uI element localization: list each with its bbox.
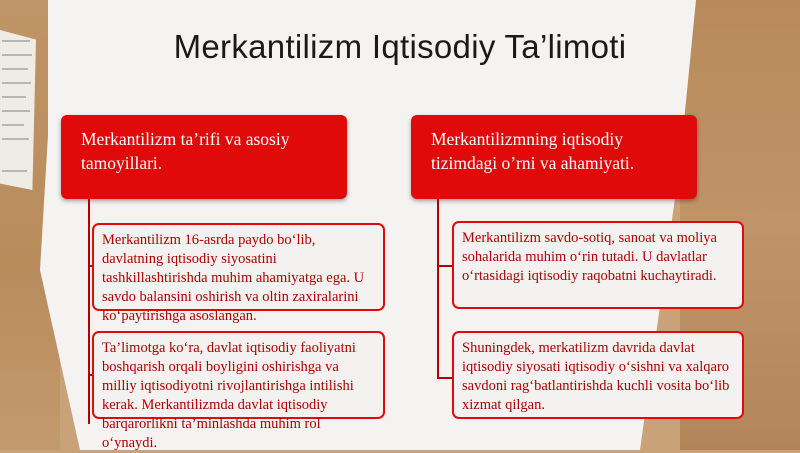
right-connector-tick-1 <box>437 265 453 267</box>
left-card-2-text: Ta’limotga ko‘ra, davlat iqtisodiy faoliyatni boshqarish orqali boyligini oshirishga va milliy iqtisodiyotni rivojlantirishga intilishi kerak. Merkantilizmda davlat iqtisodiy barqarorlikni ta’minlashda muhim rol o‘ynaydi. <box>102 340 356 451</box>
right-heading-text: Merkantilizmning iqtisodiy tizimdagi o’rni va ahamiyati. <box>431 129 635 173</box>
right-connector-tick-2 <box>437 377 453 379</box>
left-connector-line <box>88 199 90 424</box>
left-heading-box <box>61 115 347 199</box>
left-card-2 <box>92 331 385 451</box>
right-card-2 <box>452 331 744 419</box>
left-heading-text: Merkantilizm ta’rifi va asosiy tamoyillari. <box>81 129 290 173</box>
right-card-1-text: Merkantilizm savdo-sotiq, sanoat va moliya sohalarida muhim o‘rin tutadi. U davlatlar o‘rtasidagi iqtisodiy raqobatni kuchaytiradi. <box>462 230 717 284</box>
left-card-1-text: Merkantilizm 16-asrda paydo bo‘lib, davlatning iqtisodiy siyosatini tashkillashtirishda muhim ahamiyatga ega. U savdo balansini oshirish va oltin zaxiralarini ko‘paytirishga asoslangan. <box>102 232 365 324</box>
slide-title: Merkantilizm Iqtisodiy Ta’limoti <box>173 28 627 65</box>
right-card-1 <box>452 221 744 309</box>
left-card-1 <box>92 223 385 324</box>
right-card-2-text: Shuningdek, merkatilizm davrida davlat iqtisodiy siyosati iqtisodiy o‘sishni va xalqaro savdoni rag‘batlantirishda kuchli vosita bo‘lib xizmat qilgan. <box>462 340 730 413</box>
right-connector-line <box>437 199 439 379</box>
right-heading-box <box>411 115 697 199</box>
